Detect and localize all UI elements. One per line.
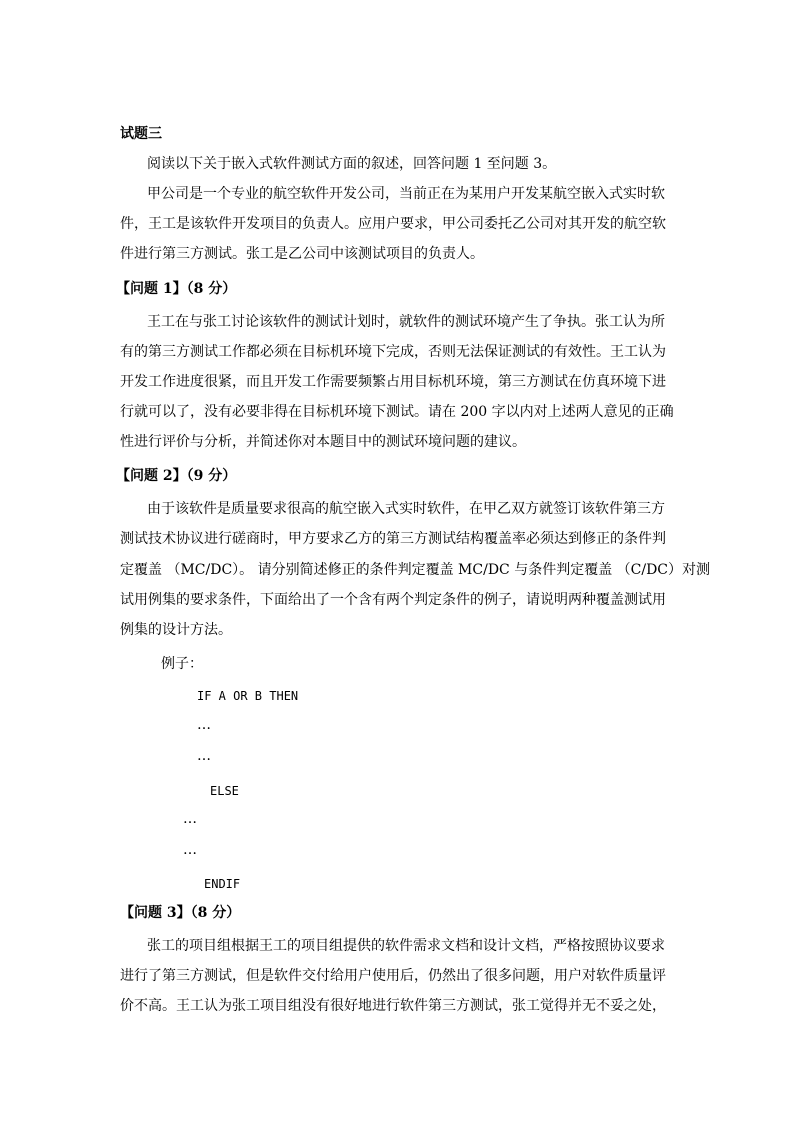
- code-ellipsis: …: [197, 717, 211, 733]
- code-endif-line: ENDIF: [204, 877, 241, 891]
- code-ellipsis: …: [183, 811, 197, 827]
- question-3-line: 价不高。王工认为张工项目组没有很好地进行软件第三方测试，张工觉得并无不妥之处，: [120, 998, 666, 1014]
- background-line-2: 件，王工是该软件开发项目的负责人。应用户要求，甲公司委托乙公司对其开发的航空软: [120, 216, 666, 232]
- question-1-line: 王工在与张工讨论该软件的测试计划时，就软件的测试环境产生了争执。张工认为所: [147, 314, 665, 330]
- section-title: 试题三: [120, 126, 162, 142]
- example-label: 例子：: [161, 656, 203, 672]
- background-text-1: 甲公司是一个专业的航空软件开发公司，当前正在为某用户开发某航空嵌入式实时软: [147, 186, 665, 202]
- question-2-line: 测试技术协议进行磋商时，甲方要求乙方的第三方测试结构覆盖率必须达到修正的条件判: [120, 531, 666, 547]
- question-1-line: 开发工作进度很紧，而且开发工作需要频繁占用目标机环境，第三方测试在仿真环境下进: [120, 374, 666, 390]
- code-if-line: IF A OR B THEN: [197, 689, 299, 703]
- question-3-heading: 【问题 3】（8 分）: [120, 905, 241, 921]
- question-1-line: 性进行评价与分析，并简述你对本题目中的测试环境问题的建议。: [120, 434, 526, 450]
- question-1-line: 行就可以了，没有必要非得在目标机环境下测试。请在 200 字以内对上述两人意见的正确: [120, 404, 674, 420]
- question-2-line: 定覆盖 （MC/DC）。 请分别简述修正的条件判定覆盖 MC/DC 与条件判定覆盖 （C/DC）对测: [120, 562, 711, 578]
- code-ellipsis: …: [197, 748, 211, 764]
- code-else-line: ELSE: [210, 784, 239, 798]
- question-1-line: 有的第三方测试工作都必须在目标机环境下完成，否则无法保证测试的有效性。王工认为: [120, 344, 666, 360]
- background-line-1: [147, 184, 675, 204]
- question-2-heading: 【问题 2】（9 分）: [116, 468, 237, 484]
- code-ellipsis: …: [183, 842, 197, 858]
- question-2-line: 例集的设计方法。: [120, 622, 232, 638]
- background-line-3: 件进行第三方测试。张工是乙公司中该测试项目的负责人。: [120, 246, 484, 262]
- question-1-heading: 【问题 1】（8 分）: [116, 281, 237, 297]
- question-2-line: 由于该软件是质量要求很高的航空嵌入式实时软件，在甲乙双方就签订该软件第三方: [147, 501, 665, 517]
- question-2-line: 试用例集的要求条件，下面给出了一个含有两个判定条件的例子，请说明两种覆盖测试用: [120, 592, 666, 608]
- question-3-line: 进行了第三方测试，但是软件交付给用户使用后，仍然出了很多问题，用户对软件质量评: [120, 968, 666, 984]
- intro-paragraph: 阅读以下关于嵌入式软件测试方面的叙述，回答问题 1 至问题 3。: [147, 156, 557, 172]
- question-3-line: 张工的项目组根据王工的项目组提供的软件需求文档和设计文档，严格按照协议要求: [147, 938, 665, 954]
